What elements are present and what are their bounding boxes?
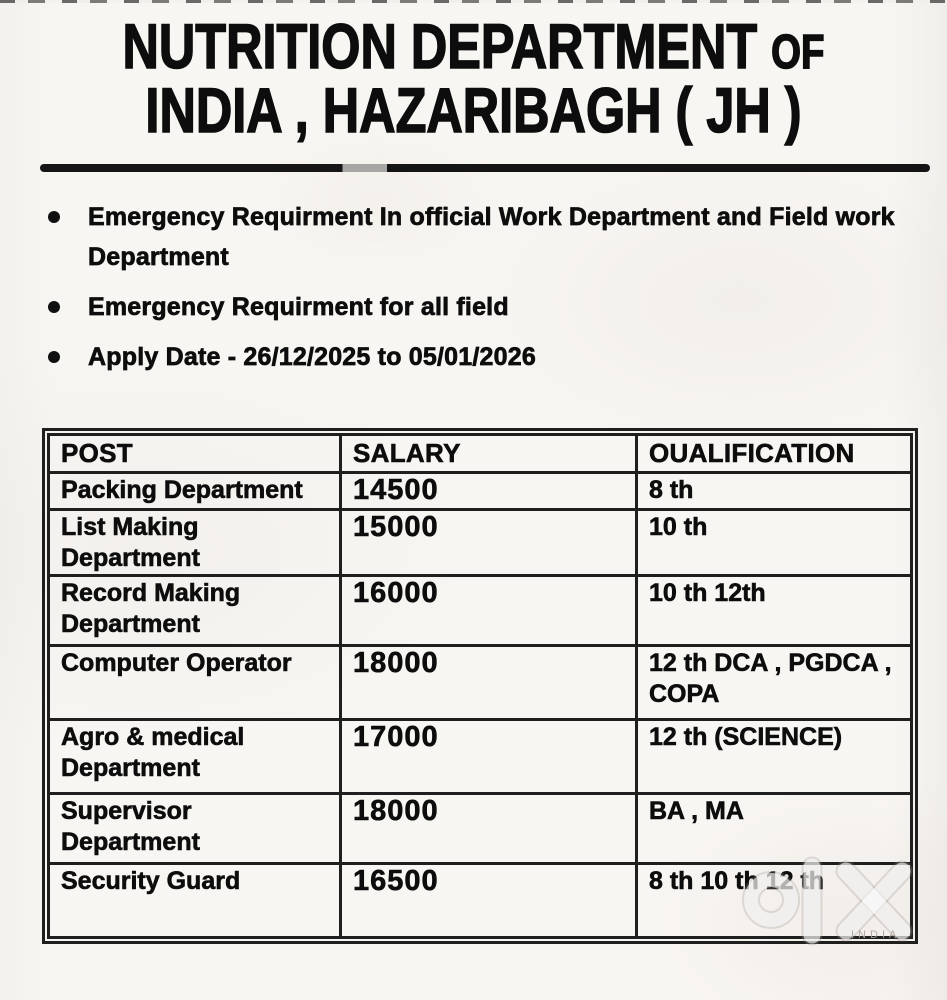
bullet-text: Apply Date - 26/12/2025 to 05/01/2026 [88, 343, 536, 371]
title-line1-main: NUTRITION DEPARTMENT [122, 12, 758, 82]
table-row [49, 510, 912, 576]
table-row [49, 473, 912, 510]
qualification-cell: 8 th 10 th 12 th [637, 864, 912, 938]
salary-cell: 16000 [341, 576, 637, 646]
title-line1 [95, 12, 853, 82]
scan-edge-artifact [0, 0, 947, 3]
table-row [49, 794, 912, 864]
salary-cell: 14500 [341, 473, 637, 510]
bullet-item-apply-date [48, 337, 920, 377]
qualification-cell: 10 th 12th [637, 576, 912, 646]
qualification-cell: BA , MA [637, 794, 912, 864]
bullet-item-requirement-official [48, 197, 920, 277]
qualification-cell: 12 th (SCIENCE) [637, 720, 912, 794]
post-cell: Record Making Department [49, 576, 341, 646]
salary-cell: 17000 [341, 720, 637, 794]
bullet-dot [48, 211, 60, 223]
bullet-item-requirement-all-field [48, 287, 920, 327]
vacancy-table [42, 428, 918, 944]
post-cell: List Making Department [49, 510, 341, 576]
post-cell: Packing Department [49, 473, 341, 510]
post-cell: Security Guard [49, 864, 341, 938]
post-cell: Computer Operator [49, 646, 341, 720]
bullet-text: Emergency Requirment for all field [88, 293, 509, 321]
post-cell: Supervisor Department [49, 794, 341, 864]
title-underline [40, 164, 930, 172]
bullet-text: Emergency Requirment In official Work Department and Field work Department [88, 203, 895, 271]
title-line2: INDIA , HAZARIBAGH ( JH ) [145, 76, 802, 146]
post-cell: Agro & medical Department [49, 720, 341, 794]
qualification-cell: 12 th DCA , PGDCA , COPA [637, 646, 912, 720]
table-row [49, 576, 912, 646]
table-header-row [49, 435, 912, 473]
qualification-cell: 8 th [637, 473, 912, 510]
col-header-salary: SALARY [341, 435, 637, 473]
bullet-list [48, 197, 920, 387]
vacancy-table-grid [47, 433, 913, 939]
qualification-cell: 10 th [637, 510, 912, 576]
bullet-dot [48, 351, 60, 363]
bullet-dot [48, 301, 60, 313]
salary-cell: 18000 [341, 646, 637, 720]
salary-cell: 16500 [341, 864, 637, 938]
col-header-qualification: OUALIFICATION [637, 435, 912, 473]
table-row [49, 720, 912, 794]
salary-cell: 18000 [341, 794, 637, 864]
salary-cell: 15000 [341, 510, 637, 576]
col-header-post: POST [49, 435, 341, 473]
title-line1-of: OF [771, 26, 825, 79]
table-row [49, 646, 912, 720]
table-row [49, 864, 912, 938]
page-title [0, 12, 947, 146]
olx-watermark-region-label: INDIA [851, 929, 901, 941]
